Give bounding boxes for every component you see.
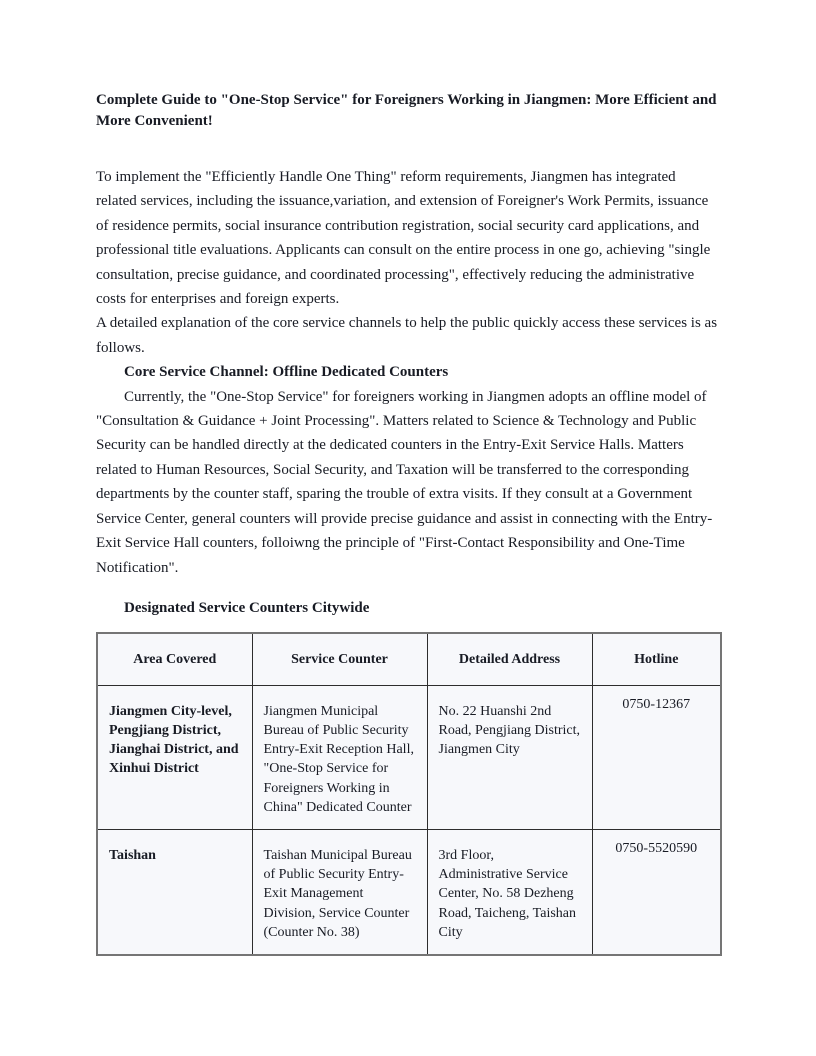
cell-hotline: 0750-12367: [592, 685, 721, 829]
cell-area-covered: Taishan: [97, 830, 252, 956]
cell-detailed-address: No. 22 Huanshi 2nd Road, Pengjiang District, Jiangmen City: [427, 685, 592, 829]
cell-hotline: 0750-5520590: [592, 830, 721, 956]
paragraph-channel-details: Currently, the "One-Stop Service" for foreigners working in Jiangmen adopts an offline model of "Consultation & Guidance + Joint Processing". Matters related to Science & Technology and Public Security can be handled directly at the dedicated counters in the Entry-Exit Service Halls. Matters related to Human Resources, Social Security, and Taxation will be transferred to the corresponding departments by the counter staff, sparing the trouble of extra visits. If they consult at a Government Service Center, general counters will provide precise guidance and assist in connecting with the Entry-Exit Service Hall counters, folloiwng the principle of "First-Contact Responsibility and One-Time Notification".: [96, 388, 713, 576]
table-header-row: [97, 633, 721, 685]
table-row-taishan: [97, 830, 721, 956]
column-header-area-covered: Area Covered: [97, 633, 252, 685]
heading-core-service-channel: Core Service Channel: Offline Dedicated Counters: [124, 364, 449, 381]
table-row-jiangmen: [97, 685, 721, 829]
cell-detailed-address: 3rd Floor, Administrative Service Center, No. 58 Dezheng Road, Taicheng, Taishan City: [427, 830, 592, 956]
column-header-service-counter: Service Counter: [252, 633, 427, 685]
paragraph-intro: To implement the "Efficiently Handle One Thing" reform requirements, Jiangmen has integrated related services, including the issuance,variation, and extension of Foreigner's Work Permits, issuance of residence permits, social insurance contribution registration, social security card applications, and professional title evaluations. Applicants can consult on the entire process in one go, achieving "single consultation, precise guidance, and coordinated processing", effectively reducing the administrative costs for enterprises and foreign experts.: [96, 169, 711, 308]
column-header-hotline: Hotline: [592, 633, 721, 685]
paragraph-overview: A detailed explanation of the core service channels to help the public quickly access these services is as follows.: [96, 315, 718, 356]
document-title: Complete Guide to "One-Stop Service" for Foreigners Working in Jiangmen: More Efficient and More Convenient!: [96, 92, 717, 129]
column-header-detailed-address: Detailed Address: [427, 633, 592, 685]
cell-area-covered: Jiangmen City-level, Pengjiang District, Jianghai District, and Xinhui District: [97, 685, 252, 829]
service-counters-table: [96, 632, 722, 956]
cell-service-counter: Taishan Municipal Bureau of Public Security Entry-Exit Management Division, Service Counter (Counter No. 38): [252, 830, 427, 956]
heading-designated-counters: Designated Service Counters Citywide: [124, 599, 370, 616]
cell-service-counter: Jiangmen Municipal Bureau of Public Security Entry-Exit Reception Hall, "One-Stop Service for Foreigners Working in China" Dedicated Counter: [252, 685, 427, 829]
